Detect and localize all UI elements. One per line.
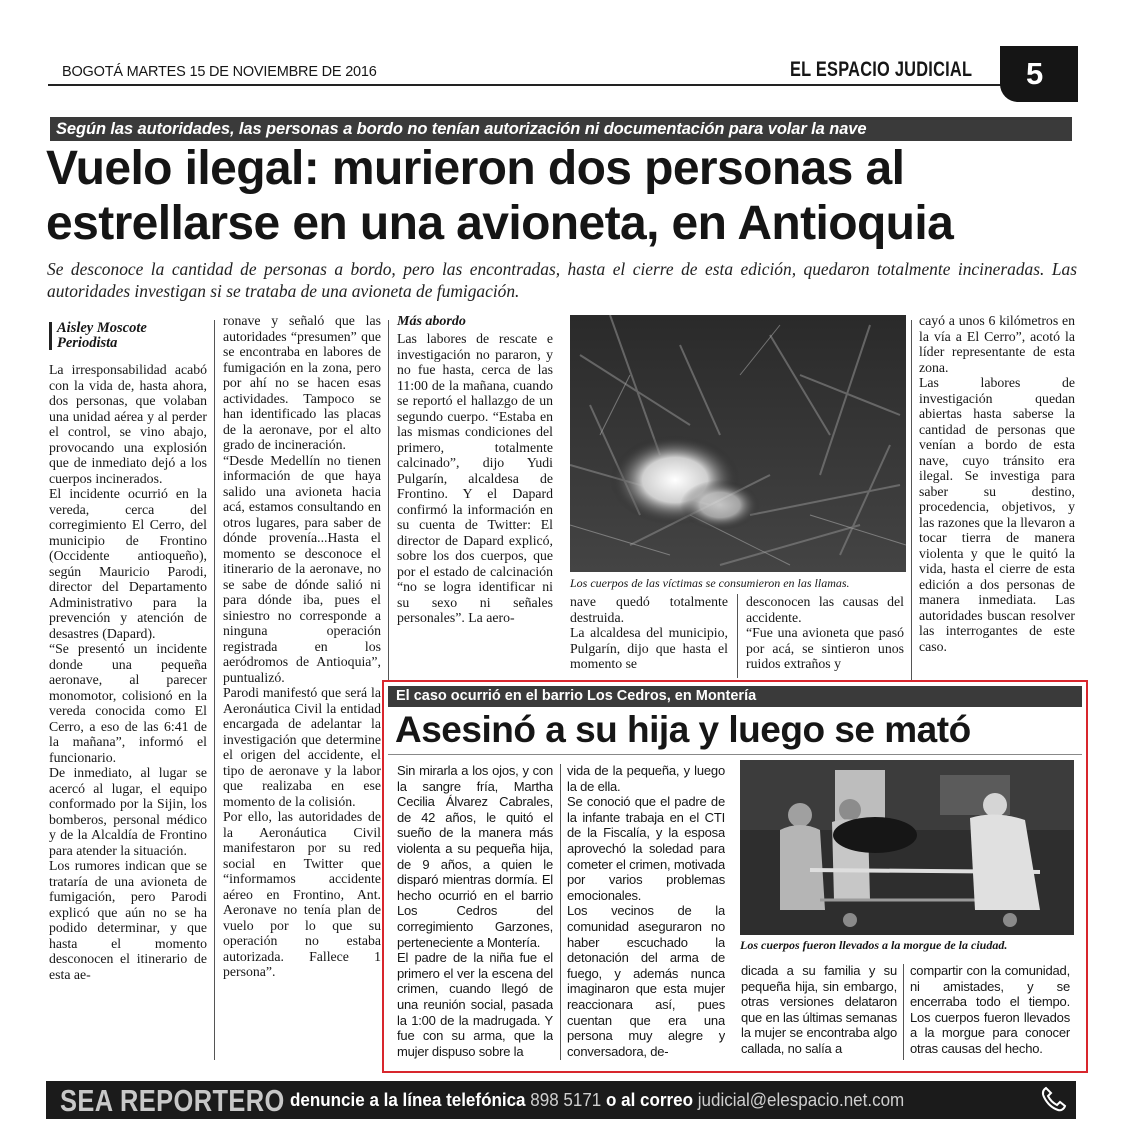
section-title: EL ESPACIO JUDICIAL bbox=[790, 58, 973, 81]
phone-icon bbox=[1038, 1084, 1068, 1114]
main-column-4: nave quedó totalmente destruida. La alcaldesa del municipio, Pulgarín, dijo que hasta el momento se bbox=[570, 594, 728, 671]
footer-line bbox=[290, 1089, 904, 1111]
main-column-3: Las labores de rescate e investigación no pararon, y no fue hasta, cerca de las 11:00 de la mañana, cuando se reportó el hallazgo de un segundo cuerpo. “Estaba en las mismas condiciones del primero, totalmente calcinado”, dijo Yudi Pulgarín, alcaldesa de Frontino. Y el Dapard confirmó la información en su cuenta de Twitter: El director de Dapard explicó, sobre los dos cuerpos, que por el estado de calcinación “no se logra identificar ni su sexo ni señales personales”. La aero- bbox=[397, 331, 553, 625]
column-divider bbox=[903, 964, 904, 1060]
byline-role: Periodista bbox=[57, 335, 118, 351]
crash-photo-caption: Los cuerpos de las víctimas se consumieron en las llamas. bbox=[570, 576, 850, 590]
main-column-1: La irresponsabilidad acabó con la vida de, hasta ahora, dos personas, que volaban una unidad aérea y al perder el control, se vino abajo, provocando una explosión que de inmediato dejó a los cuerpos incinerados. El incidente ocurrió en la vereda, cerca del corregimiento El Cerro, del municipio de Frontino (Occidente antioqueño), según Mauricio Parodi, director del Departamento Administrativo para la prevención y atención de desastres (Dapard). “Se presentó un incidente donde una pequeña aeronave, al parecer monomotor, colisionó en la vereda conocida como El Cerro, a eso de las 6:41 de la mañana”, informó el funcionario. De inmediato, al lugar se acercó al lugar, el equipo conformado por la Sijin, los bomberos, personal médico y de la Alcaldía de Frontino para atender la situación. Los rumores indican que se trataría de una avioneta de fumigación, pero Parodi explicó que aún no se ha podido determinar, y que hasta el momento desconocen el itinerario de esta ae- bbox=[49, 362, 207, 982]
main-column-5: desconocen las causas del accidente. “Fue una avioneta que pasó por acá, se sintieron unos ruidos extraños y bbox=[746, 594, 904, 671]
byline-name: Aisley Moscote bbox=[57, 320, 147, 336]
footer-brand: SEA REPORTERO bbox=[60, 1083, 285, 1118]
second-column-3: dicada a su familia y su pequeña hija, sin embargo, otras versiones delataron que en las últimas semanas la mujer se encontraba algo callada, no salía a bbox=[741, 963, 897, 1056]
main-headline: Vuelo ilegal: murieron dos personas al estrellarse en una avioneta, en Antioquia bbox=[46, 142, 954, 250]
main-column-2: ronave y señaló que las autoridades “presumen” que se encontraba en labores de fumigación en la zona, pero por ahí no se hacen esas actividades. Tampoco se han identificado las placas de la aeronave, por el alto grado de incineración. “Desde Medellín no tienen información de que haya salido una avioneta hacia acá, estamos consultando en otros lugares, para saber de dónde provenía...Hasta el momento se desconoce el itinerario de la aeronave, no se sabe de dónde salió ni para dónde iba, pues el siniestro no corresponde a ninguna operación registrada en los aeródromos de Antioquia”, puntualizó. Parodi manifestó que será la Aeronáutica Civil la entidad encargada de adelantar la investigación que determine el origen del accidente, el tipo de aeronave y la labor que realizaba en ese momento de la colisión. Por ello, las autoridades de la Aeronáutica Civil manifestaron por su red social en Twitter que “informamos accidente aéreo en Frontino, Ant. Aeronave no tenía plan de vuelo por lo que su operación no estaba autorizada. Fallece 1 persona”. bbox=[223, 313, 381, 979]
page-number: 5 bbox=[1026, 56, 1044, 91]
footer-phone: 898 5171 bbox=[530, 1089, 602, 1110]
footer-text-1: denuncie a la línea telefónica bbox=[290, 1089, 526, 1110]
second-column-1: Sin mirarla a los ojos, y con la sangre fría, Martha Cecilia Álvarez Cabrales, de 42 años, le quitó el sueño de la manera más violenta a su pequeña hija, de 9 años, a quien le disparó mientras dormía. El hecho ocurrió en el barrio Los Cedros del corregimiento Garzones, perteneciente a Montería. El padre de la niña fue el primero el ver la escena del crimen, cuando llegó de una reunión social, pasada la 1:00 de la madrugada. Y fue con su arma, que la mujer dispuso sobre la bbox=[397, 763, 553, 1059]
footer-text-2: o al correo bbox=[605, 1089, 694, 1110]
morgue-photo bbox=[740, 760, 1074, 935]
morgue-photo-caption: Los cuerpos fueron llevados a la morgue de la ciudad. bbox=[740, 938, 1008, 952]
column-divider bbox=[214, 320, 215, 1060]
main-kicker: Según las autoridades, las personas a bordo no tenían autorización ni documentación para volar la nave bbox=[56, 120, 867, 138]
column-divider bbox=[560, 764, 561, 1060]
dateline: BOGOTÁ MARTES 15 DE NOVIEMBRE DE 2016 bbox=[62, 64, 377, 80]
column-divider bbox=[737, 594, 738, 678]
main-deck: Se desconoce la cantidad de personas a bordo, pero las encontradas, hasta el cierre de esta edición, quedaron totalmente incineradas. Las autoridades investigan si se trataba de una avioneta de fumigación. bbox=[47, 259, 1077, 301]
second-column-2: vida de la pequeña, y luego la de ella. Se conoció que el padre de la infante trabaja en el CTI de la Fiscalía, y la esposa aprovechó la soledad para cometer el crimen, motivada por varios problemas emocionales. Los vecinos de la comunidad aseguraron no haber escuchado la detonación del arma de fuego, y además nunca imaginaron que esta mujer reaccionara así, pues cuentan que era una persona muy alegre y conversadora, de- bbox=[567, 763, 725, 1059]
main-column-3-subhead: Más abordo bbox=[397, 314, 466, 329]
second-column-4: compartir con la comunidad, ni amistades, y se encerraba todo el tiempo. Los cuerpos fueron llevados a la morgue para conocer otras causas del hecho. bbox=[910, 963, 1070, 1056]
headline-rule bbox=[388, 754, 1082, 755]
second-headline: Asesinó a su hija y luego se mató bbox=[395, 709, 971, 750]
column-divider bbox=[911, 320, 912, 680]
second-kicker: El caso ocurrió en el barrio Los Cedros, en Montería bbox=[396, 688, 757, 704]
byline-bar bbox=[49, 322, 52, 350]
column-divider bbox=[388, 320, 389, 680]
footer-email: judicial@elespacio.net.com bbox=[697, 1089, 905, 1110]
crash-site-photo bbox=[570, 315, 906, 572]
header-rule bbox=[48, 84, 1006, 86]
main-column-6: cayó a unos 6 kilómetros en la vía a El Cerro”, acotó la líder representante de esta zona. Las labores de investigación quedan abiertas hasta saberse la cantidad de personas que venían a bordo de esta nave, cuyo tránsito era ilegal. Se investiga para saber su destino, procedencia, objetivos, y las razones que la llevaron a tocar tierra de manera violenta y que le quitó la vida, hasta el cierre de esta edición a dos personas de manera inmediata. Las autoridades buscan resolver las interrogantes de este caso. bbox=[919, 313, 1075, 654]
